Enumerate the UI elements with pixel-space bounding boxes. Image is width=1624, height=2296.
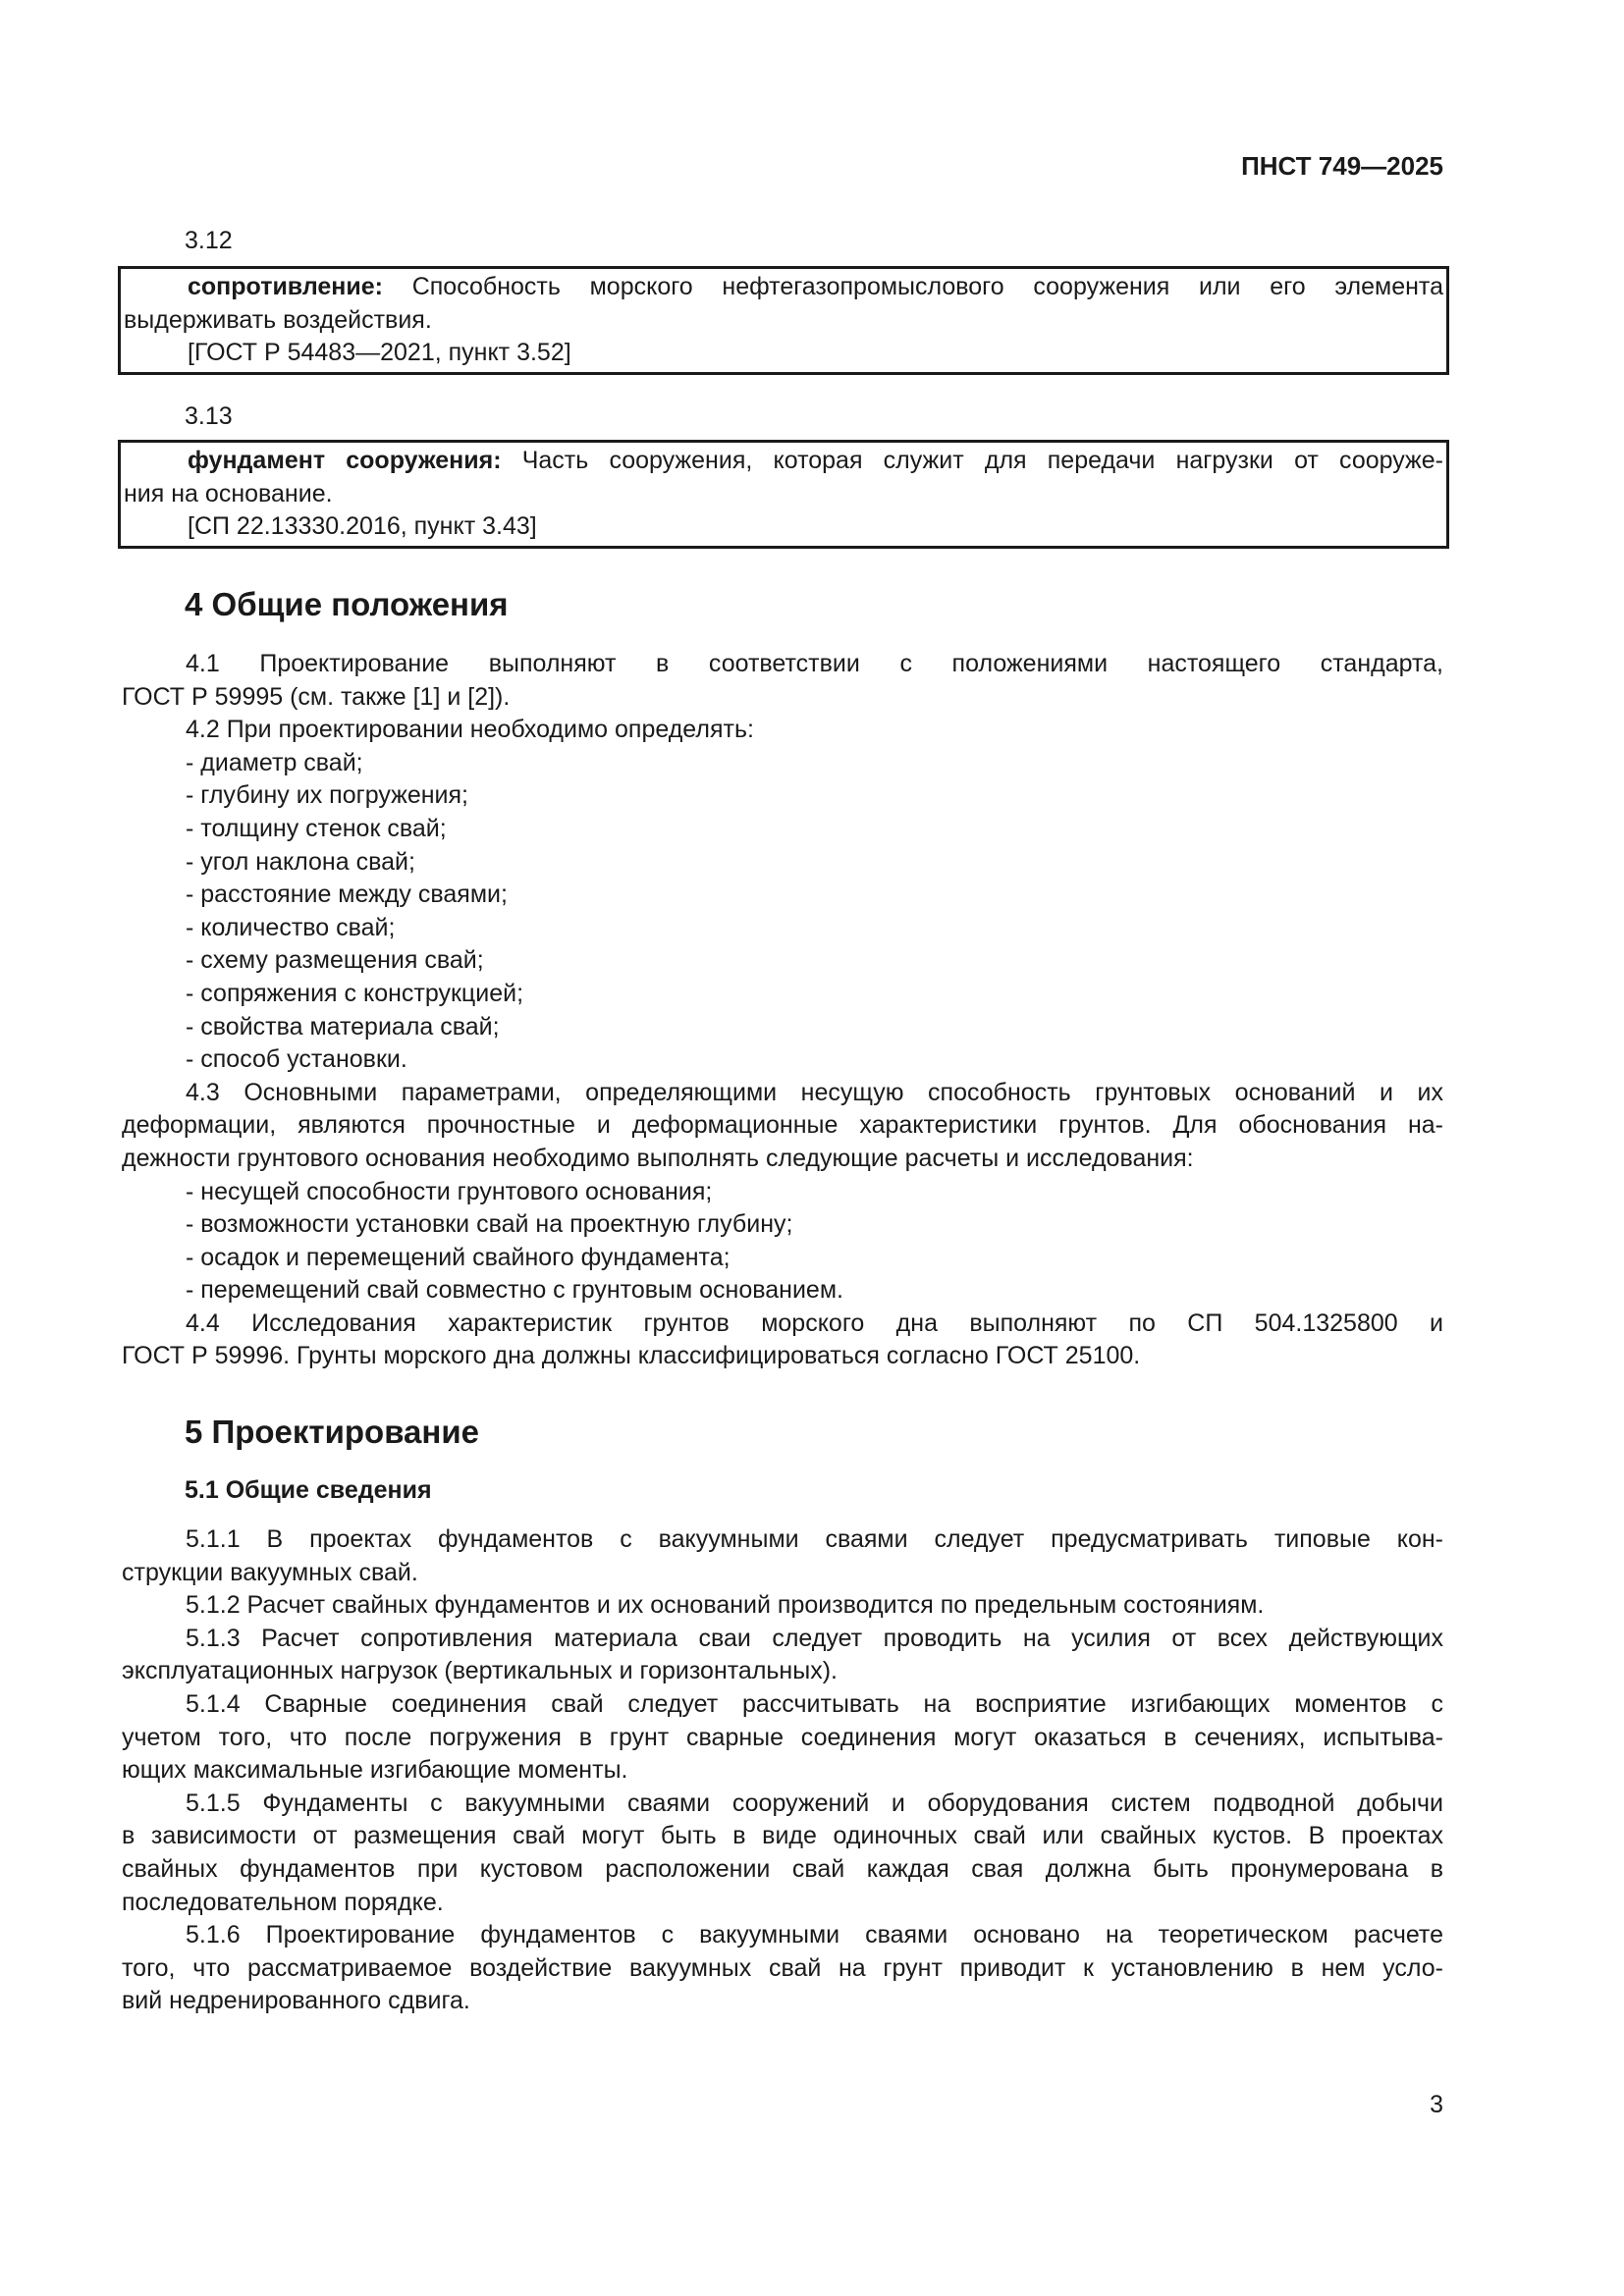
section-heading: 5 Проектирование — [185, 1414, 479, 1450]
text-line: - схему размещения свай; — [186, 946, 484, 975]
text-line: - количество свай; — [186, 913, 396, 941]
paragraph — [122, 1788, 1443, 1919]
term-box — [118, 266, 1449, 375]
paragraph — [122, 1623, 1443, 1688]
paragraph — [122, 1043, 1443, 1077]
term-line: выдерживать воздействия. — [124, 305, 432, 334]
text-line: - толщину стенок свай; — [186, 814, 447, 842]
paragraph — [122, 779, 1443, 813]
paragraph — [122, 1011, 1443, 1044]
text-line: - свойства материала свай; — [186, 1012, 500, 1041]
paragraph — [122, 944, 1443, 978]
text-line: - возможности установки свай на проектную глубину; — [186, 1210, 793, 1239]
section-body — [122, 648, 1443, 1373]
document-code: ПНСТ 749—2025 — [1241, 151, 1443, 181]
paragraph — [122, 747, 1443, 780]
text-line: эксплуатационных нагрузок (вертикальных и горизонтальных). — [122, 1657, 838, 1685]
text-line: 5.1.6 Проектирование фундаментов с вакуумными сваями основано на теоретическом расчете — [186, 1921, 1443, 1949]
text-line: того, что рассматриваемое воздействие вакуумных свай на грунт приводит к установлению в нем усло- — [122, 1953, 1443, 1982]
text-line: последовательном порядке. — [122, 1888, 444, 1916]
term-definition: Часть сооружения, которая служит для передачи нагрузки от сооруже- — [521, 447, 1443, 474]
paragraph — [122, 1589, 1443, 1623]
term-source: [ГОСТ Р 54483—2021, пункт 3.52] — [188, 339, 571, 367]
text-line: 4.2 При проектировании необходимо определять: — [186, 716, 754, 744]
text-line: ющих максимальные изгибающие моменты. — [122, 1756, 628, 1785]
text-line: 5.1.2 Расчет свайных фундаментов и их оснований производится по предельным состояниям. — [186, 1591, 1265, 1620]
text-line: - сопряжения с конструкцией; — [186, 979, 524, 1007]
term-number: 3.13 — [185, 402, 233, 430]
text-line: - диаметр свай; — [186, 748, 363, 776]
text-line: 5.1.4 Сварные соединения свай следует рассчитывать на восприятие изгибающих моментов с — [186, 1689, 1443, 1718]
section-heading: 4 Общие положения — [185, 586, 509, 622]
term-line: ния на основание. — [124, 479, 333, 507]
section-body — [122, 1523, 1443, 2018]
text-line: 5.1.1 В проектах фундаментов с вакуумными сваями следует предусматривать типовые кон- — [186, 1525, 1443, 1553]
text-line: в зависимости от размещения свай могут быть в виде одиночных свай или свайных кустов. В проектах — [122, 1822, 1443, 1850]
term-name: сопротивление: — [188, 273, 383, 300]
text-line: ГОСТ Р 59995 (см. также [1] и [2]). — [122, 682, 511, 711]
paragraph — [122, 879, 1443, 912]
paragraph — [122, 1688, 1443, 1788]
paragraph — [122, 1274, 1443, 1308]
term-line — [124, 271, 1443, 304]
subsection-heading: 5.1 Общие сведения — [185, 1476, 432, 1504]
paragraph — [122, 846, 1443, 880]
term-box — [118, 440, 1449, 549]
paragraph — [122, 1077, 1443, 1176]
text-line: 4.1 Проектирование выполняют в соответствии с положениями настоящего стандарта, — [186, 650, 1443, 677]
text-line: - несущей способности грунтового основания; — [186, 1177, 713, 1205]
paragraph — [122, 1242, 1443, 1275]
paragraph — [122, 1919, 1443, 2018]
paragraph — [122, 648, 1443, 714]
text-line: - осадок и перемещений свайного фундамента; — [186, 1243, 731, 1271]
text-line: ГОСТ Р 59996. Грунты морского дна должны классифицироваться согласно ГОСТ 25100. — [122, 1342, 1141, 1370]
paragraph — [122, 1523, 1443, 1589]
term-source: [СП 22.13330.2016, пункт 3.43] — [188, 512, 537, 541]
paragraph — [122, 1308, 1443, 1373]
term-definition: Способность морского нефтегазопромыслового сооружения или его элемента — [411, 273, 1443, 300]
text-line: - глубину их погружения; — [186, 781, 469, 810]
text-line: дежности грунтового основания необходимо выполнять следующие расчеты и исследования: — [122, 1144, 1194, 1172]
text-line: - расстояние между сваями; — [186, 881, 508, 909]
text-line: учетом того, что после погружения в грунт сварные соединения могут оказаться в сечениях, испытыва- — [122, 1723, 1443, 1751]
paragraph — [122, 813, 1443, 846]
text-line: струкции вакуумных свай. — [122, 1558, 418, 1586]
text-line: - угол наклона свай; — [186, 847, 415, 876]
text-line: 5.1.3 Расчет сопротивления материала сваи следует проводить на усилия от всех действующих — [186, 1624, 1443, 1652]
text-line: 4.4 Исследования характеристик грунтов морского дна выполняют по СП 504.1325800 и — [186, 1308, 1443, 1337]
text-line: 5.1.5 Фундаменты с вакуумными сваями сооружений и оборудования систем подводной добычи — [186, 1789, 1443, 1817]
text-line: свайных фундаментов при кустовом расположении свай каждая свая должна быть пронумерована в — [122, 1854, 1443, 1883]
paragraph — [122, 978, 1443, 1011]
paragraph — [122, 912, 1443, 945]
paragraph — [122, 1208, 1443, 1242]
page-number: 3 — [1430, 2091, 1443, 2118]
paragraph — [122, 714, 1443, 747]
text-line: деформации, являются прочностные и деформационные характеристики грунтов. Для обоснования на- — [122, 1111, 1443, 1140]
text-line: 4.3 Основными параметрами, определяющими несущую способность грунтовых оснований и их — [186, 1078, 1443, 1106]
paragraph — [122, 1176, 1443, 1209]
term-name: фундамент сооружения: — [188, 447, 502, 474]
text-line: вий недренированного сдвига. — [122, 1987, 470, 2015]
term-number: 3.12 — [185, 227, 233, 254]
text-line: - способ установки. — [186, 1045, 407, 1074]
term-line — [124, 445, 1443, 478]
text-line: - перемещений свай совместно с грунтовым основанием. — [186, 1276, 843, 1305]
